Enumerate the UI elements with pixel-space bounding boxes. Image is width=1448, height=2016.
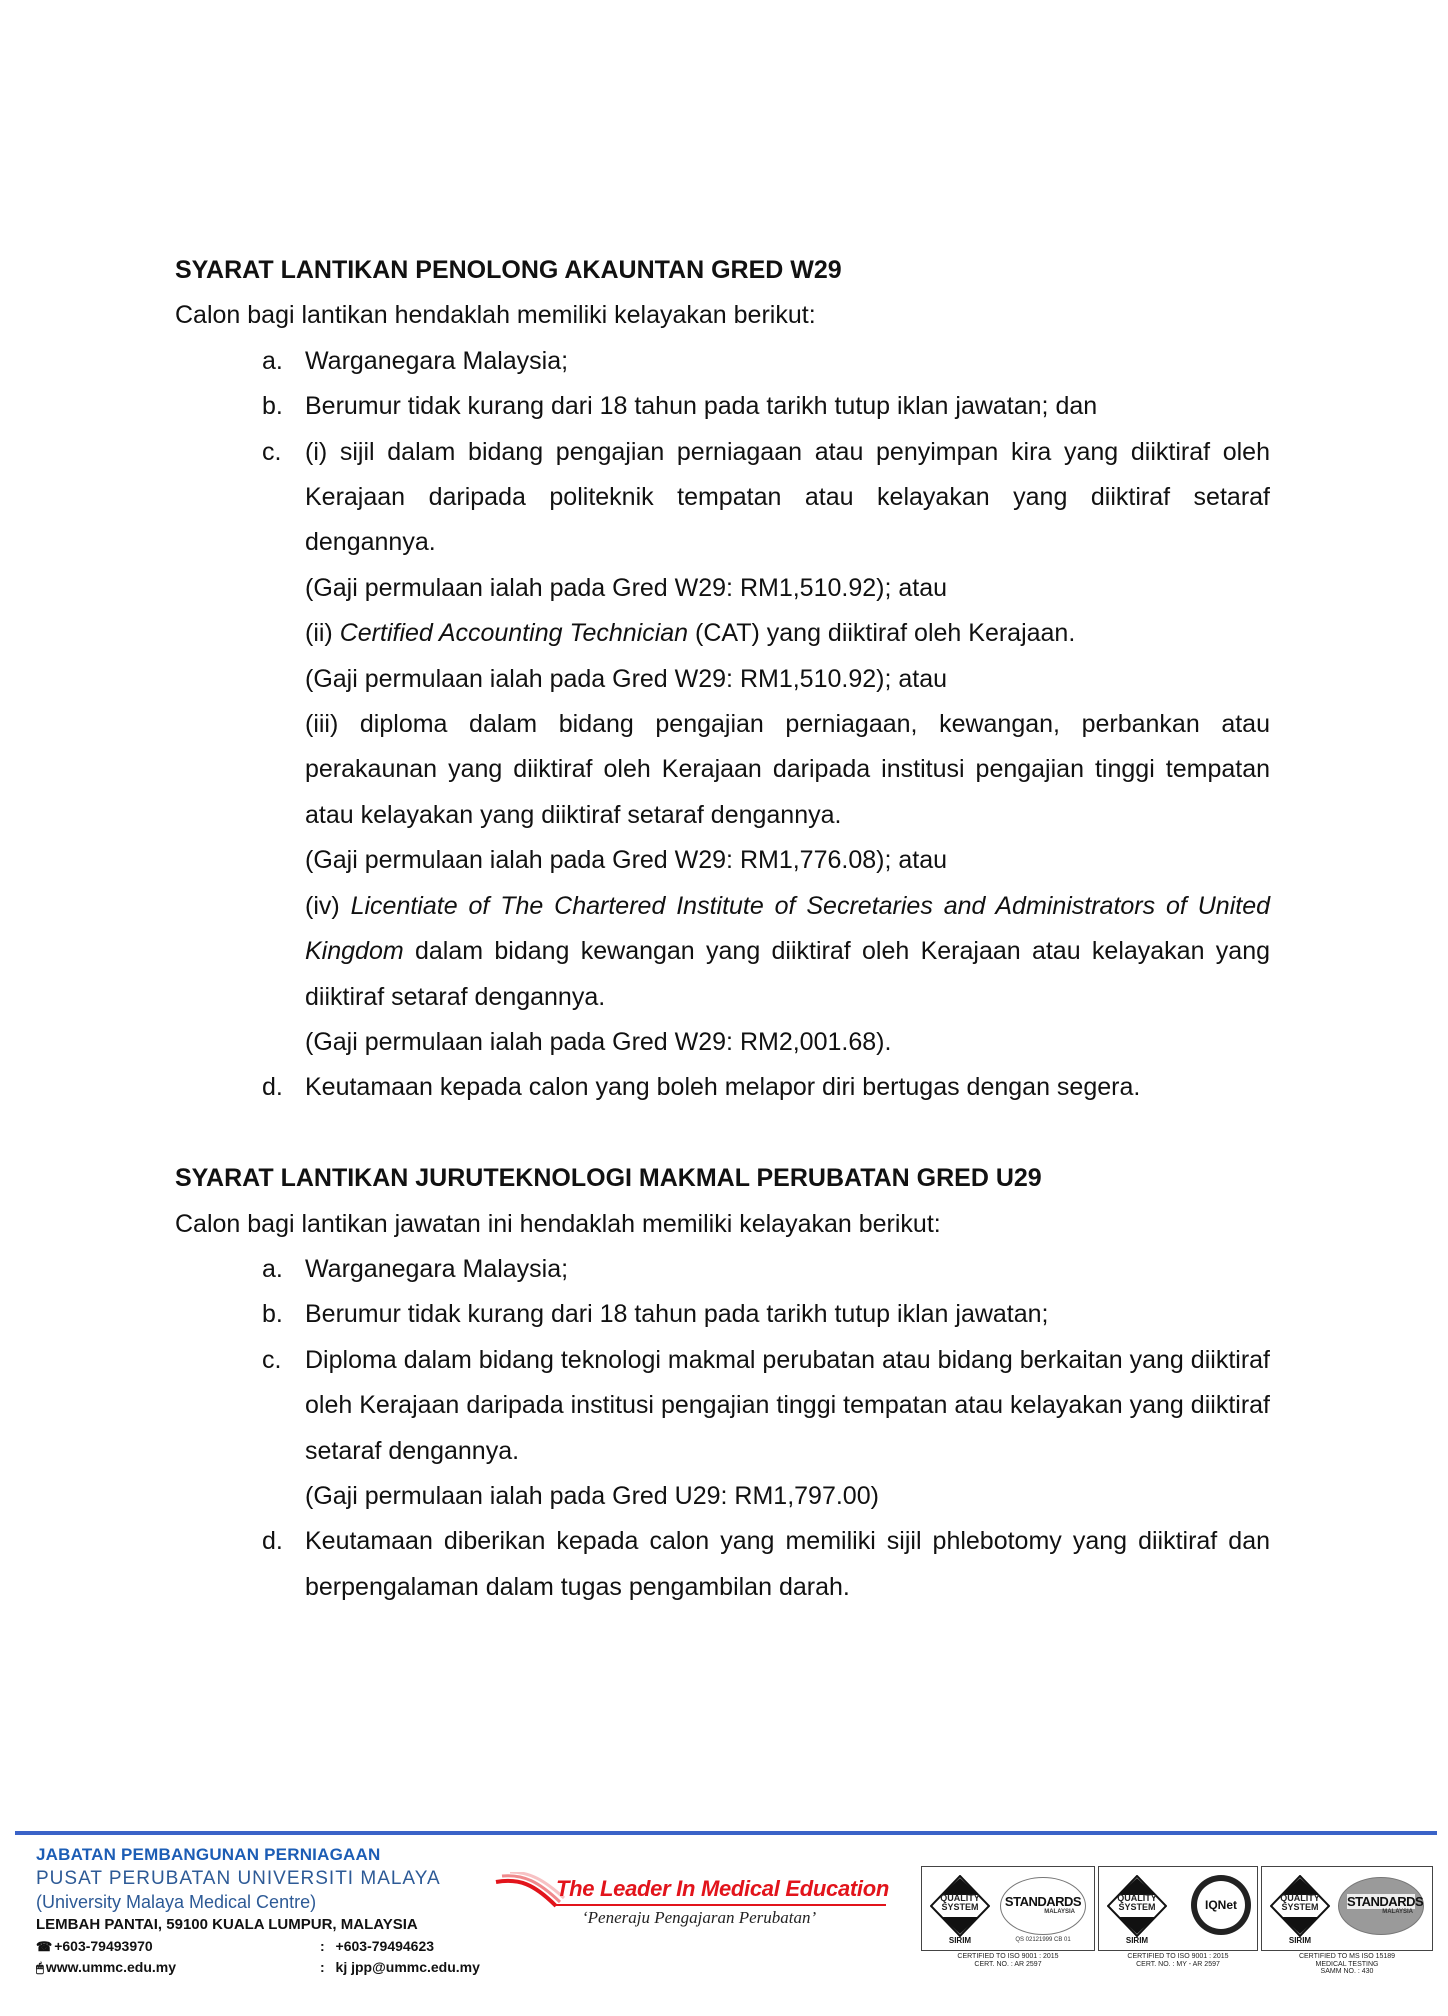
quality-system-mark: QUALITY SYSTEM: [940, 1893, 980, 1912]
phone-number: +603-79493970: [54, 1938, 153, 1954]
email-link[interactable]: : kj jpp@ummc.edu.my: [320, 1959, 480, 1975]
cert-caption: [921, 1953, 1095, 1968]
item-text: Berumur tidak kurang dari 18 tahun pada tarikh tutup iklan jawatan;: [305, 1300, 1049, 1329]
certification-logos: [915, 1866, 1440, 1976]
qualification-iii: (iii) diploma dalam bidang pengajian perniagaan, kewangan, perbankan atau perakaunan yang diiktiraf oleh Kerajaan daripada institusi pengajian tinggi tempatan atau kelayakan yang diiktiraf setaraf dengannya.: [305, 710, 1270, 829]
item-label: c.: [262, 437, 282, 466]
salary: (Gaji permulaan ialah pada Gred U29: RM1,797.00): [305, 1481, 879, 1510]
cert-caption: [1098, 1953, 1258, 1968]
logo-title: The Leader In Medical Education: [556, 1876, 889, 1901]
standards-malaysia-icon: [1338, 1877, 1424, 1935]
organization-english-name: (University Malaya Medical Centre): [36, 1892, 317, 1912]
qualification-ii-rest: (CAT) yang diiktiraf oleh Kerajaan.: [688, 619, 1076, 648]
salary-iv: (Gaji permulaan ialah pada Gred W29: RM2,001.68).: [305, 1027, 892, 1056]
certification-badge: [1098, 1866, 1258, 1951]
item-text: Keutamaan kepada calon yang boleh melapor diri bertugas dengan segera.: [305, 1073, 1141, 1102]
footer-divider: [15, 1831, 1437, 1835]
fax-number: : +603-79494623: [320, 1938, 435, 1954]
web-row: [36, 1957, 556, 1978]
item-text: Berumur tidak kurang dari 18 tahun pada tarikh tutup iklan jawatan; dan: [305, 392, 1098, 421]
footer-contact: [36, 1843, 556, 1978]
item-label: b.: [262, 392, 283, 421]
logo-tagline: ‘Peneraju Pengajaran Perubatan’: [582, 1908, 817, 1927]
qualification-iv-title: Licentiate of The Chartered Institute of Secretaries and Administrators of United Kingdom: [305, 891, 1271, 966]
quality-system-mark: QUALITY SYSTEM: [1280, 1893, 1320, 1912]
cert-caption-line: CERT. NO. : AR 2597: [974, 1960, 1042, 1968]
sirim-label: SIRIM: [1125, 1936, 1149, 1945]
cert-caption: [1261, 1953, 1433, 1976]
standards-sub: MALAYSIA: [1044, 1909, 1075, 1915]
cert-caption-line: CERTIFIED TO MS ISO 15189: [1298, 1953, 1396, 1960]
item-text: Keutamaan diberikan kepada calon yang memiliki sijil phlebotomy yang diiktiraf dan berpengalaman dalam tugas pengambilan darah.: [305, 1527, 1270, 1601]
certification-badge: [1261, 1866, 1433, 1951]
qualification-ii-title: Certified Accounting Technician: [339, 619, 689, 648]
requirements-list: [175, 1247, 1270, 1610]
iqnet-icon: [1191, 1875, 1251, 1935]
department-name: JABATAN PEMBANGUNAN PERNIAGAAN: [36, 1845, 381, 1864]
standards-label: STANDARDS: [1347, 1894, 1424, 1909]
section-heading: SYARAT LANTIKAN PENOLONG AKAUNTAN GRED W29: [175, 256, 842, 284]
mouse-icon: 🖱: [36, 1960, 44, 1975]
item-label: a.: [262, 1254, 283, 1283]
qualification-ii-prefix: (ii): [305, 619, 340, 648]
qualification-iv-prefix: (iv): [305, 891, 351, 920]
document-body: [175, 248, 1270, 1610]
quality-system-mark: QUALITY SYSTEM: [1117, 1893, 1157, 1912]
section-heading: SYARAT LANTIKAN JURUTEKNOLOGI MAKMAL PERUBATAN GRED U29: [175, 1164, 1042, 1193]
logo-underline: [556, 1904, 886, 1906]
cert-caption-line: SAMM NO. : 430: [1320, 1968, 1374, 1975]
website-link[interactable]: www.ummc.edu.my: [45, 1959, 176, 1975]
section-intro: Calon bagi lantikan jawatan ini hendaklah memiliki kelayakan berikut:: [175, 1209, 941, 1238]
iqnet-label: IQNet: [1204, 1898, 1237, 1912]
salary-iii: (Gaji permulaan ialah pada Gred W29: RM1,776.08); atau: [305, 846, 948, 875]
standards-label: STANDARDS: [1004, 1894, 1082, 1909]
section-intro: Calon bagi lantikan hendaklah memiliki kelayakan berikut:: [175, 301, 816, 330]
list-item: [175, 339, 1270, 384]
list-item: [175, 1065, 1270, 1110]
item-text: Warganegara Malaysia;: [305, 346, 569, 375]
cert-caption-line: MEDICAL TESTING: [1315, 1960, 1379, 1968]
section-gap: [175, 1111, 1270, 1156]
list-item: [175, 1292, 1270, 1337]
qualification-i: (i) sijil dalam bidang pengajian perniagaan atau penyimpan kira yang diiktiraf oleh Kerajaan daripada politeknik tempatan atau kelayakan yang diiktiraf setaraf dengannya.: [305, 437, 1270, 557]
item-text: Diploma dalam bidang teknologi makmal perubatan atau bidang berkaitan yang diiktiraf oleh Kerajaan daripada institusi pengajian tinggi tempatan atau kelayakan yang diiktiraf setaraf dengannya.: [305, 1345, 1270, 1465]
cert-code: QS 02121999 CB 01: [1015, 1937, 1071, 1943]
cert-caption-line: CERTIFIED TO ISO 9001 : 2015: [1127, 1953, 1229, 1960]
item-label: d.: [262, 1527, 283, 1556]
salary-i: (Gaji permulaan ialah pada Gred W29: RM1,510.92); atau: [305, 573, 948, 602]
cert-caption-line: CERT. NO. : MY - AR 2597: [1136, 1960, 1220, 1968]
list-item: [175, 1338, 1270, 1520]
phone-icon: ☎: [36, 1939, 53, 1954]
requirements-list: [175, 339, 1270, 1111]
item-text: Warganegara Malaysia;: [305, 1254, 569, 1283]
item-label: b.: [262, 1300, 283, 1329]
organization-name: PUSAT PERUBATAN UNIVERSITI MALAYA: [36, 1868, 441, 1889]
sirim-label: SIRIM: [948, 1936, 972, 1945]
qualification-iv-rest: dalam bidang kewangan yang diiktiraf oleh Kerajaan atau kelayakan yang diiktiraf setaraf dengannya.: [305, 937, 1270, 1011]
item-label: c.: [262, 1345, 282, 1374]
list-item: [175, 430, 1270, 1066]
list-item: [175, 1519, 1270, 1610]
list-item: [175, 384, 1270, 429]
qualification-ii: [305, 611, 1270, 656]
item-label: d.: [262, 1073, 283, 1102]
sirim-label: SIRIM: [1288, 1936, 1312, 1945]
list-item: [175, 1247, 1270, 1292]
standards-malaysia-icon: [1000, 1877, 1086, 1935]
address: LEMBAH PANTAI, 59100 KUALA LUMPUR, MALAYSIA: [36, 1916, 418, 1933]
leader-logo: [494, 1872, 914, 1947]
phone-row: [36, 1936, 556, 1957]
qualification-iv: [305, 884, 1270, 1020]
cert-caption-line: CERTIFIED TO ISO 9001 : 2015: [957, 1953, 1059, 1960]
certification-badge: [921, 1866, 1095, 1951]
item-label: a.: [262, 346, 283, 375]
standards-sub: MALAYSIA: [1382, 1909, 1413, 1915]
salary-ii: (Gaji permulaan ialah pada Gred W29: RM1,510.92); atau: [305, 664, 948, 693]
